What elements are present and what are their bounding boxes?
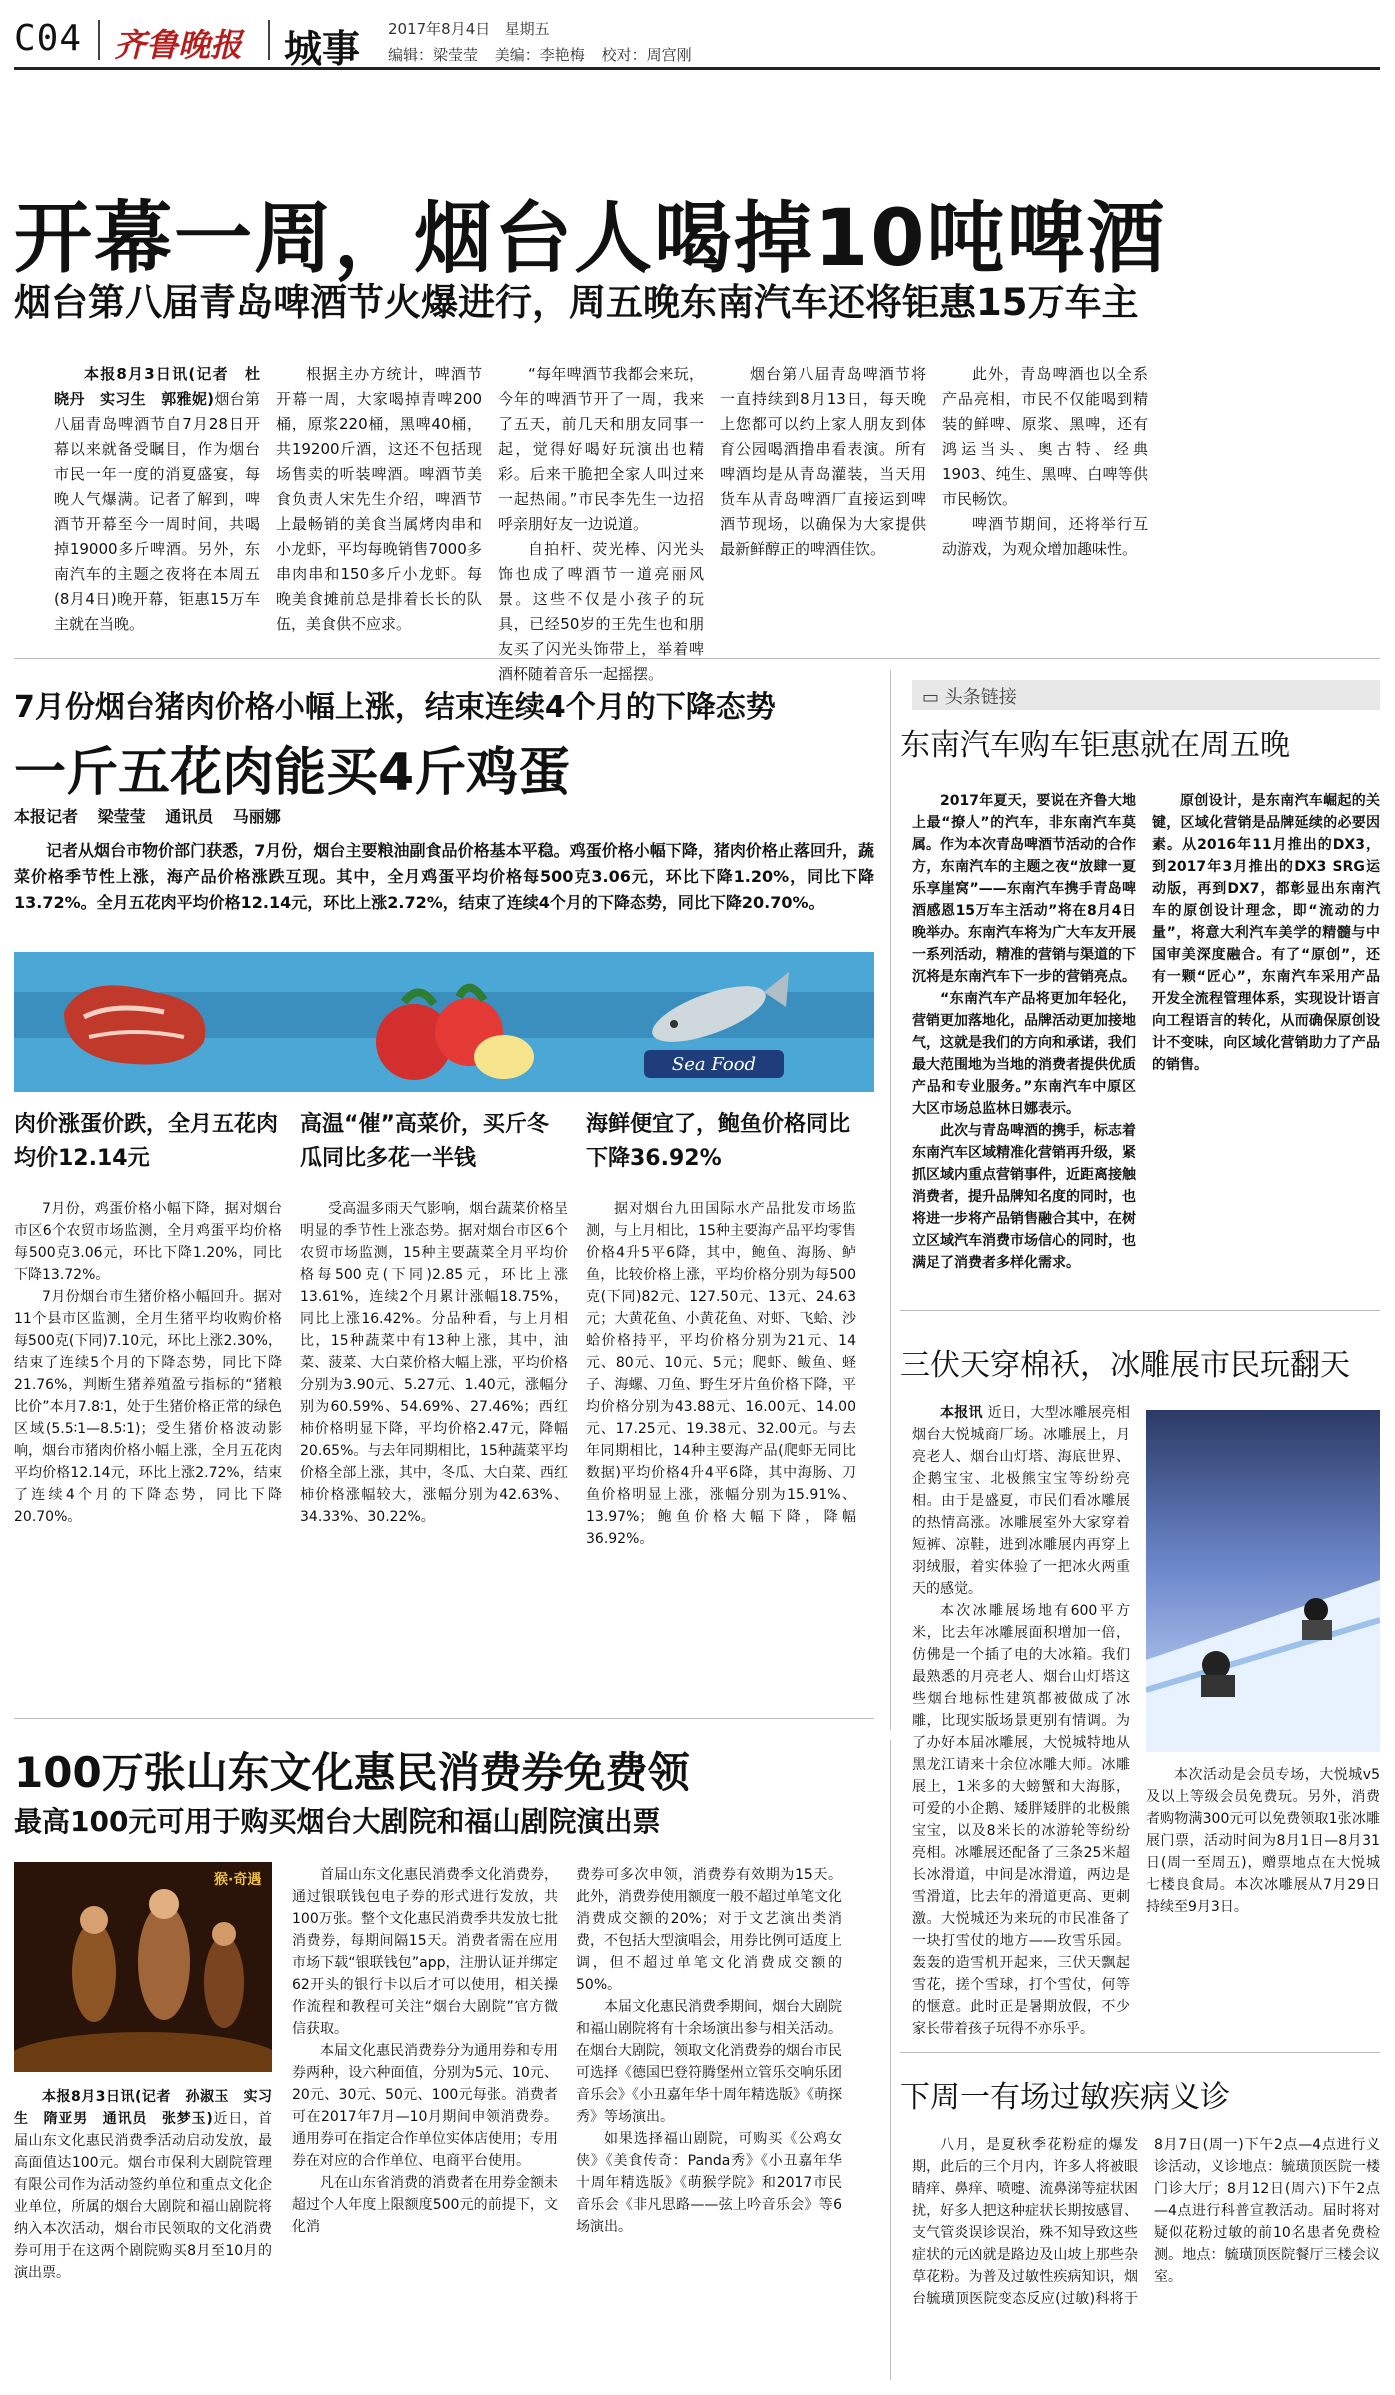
lead-col2-text: 根据主办方统计，啤酒节开幕一周，大家喝掉青啤200桶，原浆220桶，黑啤40桶，共19200斤酒，这还不包括现场售卖的听装啤酒。啤酒节美食负责人宋先生介绍，啤酒节上最畅销的美食当属烤肉串和小龙虾，平均每晚销售7000多串肉串和150多斤小龙虾。每晚美食摊前总是排着长长的队伍，美食供不应求。: [276, 365, 482, 633]
allergy-headline: 下周一有场过敏疾病义诊: [900, 2080, 1230, 2115]
coupon-headline: 100万张山东文化惠民消费券免费领: [14, 1748, 690, 1797]
coupon-column-2: [292, 1864, 558, 2238]
ice-text-2: 本次冰雕展场地有600平方米，比去年冰雕展面积增加一倍，仿佛是一个插了电的大冰箱。我们最熟悉的月亮老人、烟台山灯塔这些烟台地标性建筑都被做成了冰雕，比现实版场景更别有情调。为了办好本届冰雕展，大悦城特地从黑龙江请来十余位冰雕大师。冰雕展上，1米多的大螃蟹和大海豚，可爱的小企鹅、矮胖矮胖的北极熊宝宝，以及8米长的冰游轮等纷纷亮相。冰雕展还配备了三条25米超长冰滑道，中间是冰滑道，两边是雪滑道，比去年的滑道更高、更刺激。大悦城还为来玩的市民准备了一块打雪仗的地方——玫雪乐园。轰轰的造雪机开起来，三伏天飘起雪花，搓个雪球，打个雪仗，何等的惬意。此时正是暑期放假，不少家长带着孩子玩得不亦乐乎。: [912, 1603, 1130, 2037]
food-banner: [14, 952, 874, 1092]
allergy-text: 八月，是夏秋季花粉症的爆发期，此后的三个月内，许多人将被眼睛痒、鼻痒、喷嚏、流鼻涕等症状困扰，好多人把这种症状长期按感冒、支气管炎误诊误治，殊不知导致这些症状的元凶就是路边及山坡上那些杂草花粉。为普及过敏性疾病知识，烟台毓璜顶医院变态反应(过敏)科将于8月7日(周一)下午2点—4点进行义诊活动，义诊地点：毓璜顶医院一楼门诊大厅；8月12日(周六)下午2点—4点进行科普宣教活动。届时将对疑似花粉过敏的前10名患者免费检测。地点：毓璜顶医院餐厅三楼会议室。: [912, 2137, 1380, 2307]
lead-column-3: [498, 362, 704, 687]
editor: 编辑：梁莹莹: [388, 46, 479, 64]
ice-text-1: 近日，大型冰雕展亮相烟台大悦城商厂场。冰雕展上，月亮老人、烟台山灯塔、海底世界、企鹅宝宝、北极熊宝宝等纷纷亮相。由于是盛夏，市民们看冰雕展的热情高涨。冰雕展室外大家穿着短裤、凉鞋，进到冰雕展内再穿上羽绒服，着实体验了一把冰火两重天的感觉。: [912, 1405, 1131, 1597]
issue-date-line: [388, 18, 550, 39]
rule: [14, 1718, 874, 1719]
section-name: 城事: [284, 27, 361, 71]
page-code: C04: [14, 18, 83, 59]
column-rule: [890, 670, 891, 1730]
coupon-col1-text: 近日，首届山东文化惠民消费季活动启动发放，最高面值达100元。烟台市保利大剧院管理有限公司作为活动签约单位和重点文化企业单位，所属的烟台大剧院和福山剧院将纳入本次活动，烟台市民领取的文化消费券可用于在这两个剧院购买8月至10月的演出票。: [14, 2111, 272, 2281]
sidebar-col1-text: 2017年夏天，要说在齐鲁大地上最“撩人”的汽车，非东南汽车莫属。作为本次青岛啤酒节活动的合作方，东南汽车的主题之夜“放肆一夏 乐享崖窝”——东南汽车携手青岛啤酒感恩15万车主活动”将在8月4日晚举办。东南汽车将为广大车友开展一系列活动，精准的营销与渠道的下沉将是东南汽车下一步的营销亮点。: [912, 793, 1150, 985]
pork-s3-text: 据对烟台九田国际水产品批发市场监测，与上月相比，15种主要海产品平均零售价格4升5平6降，其中，鲍鱼、海肠、鲈鱼，比较价格上涨，平均价格分别为每500克(下同)82元、127.50元、13元、24.63元；大黄花鱼、小黄花鱼、对虾、飞蛤、沙蛤价格持平，平均价格分别为21元、14元、80元、10元、5元；爬虾、鲅鱼、蛏子、海螺、刀鱼、野生牙片鱼价格下降，平均价格分别为43.88元、16.00元、14.00元、17.25元、19.38元、32.00元。与去年同期相比，14种主要海产品(爬虾无同比数据)平均价格4升4平6降，其中海肠、刀鱼价格明显上涨，涨幅分别为15.91%、13.97%；鲍鱼价格大幅下降，降幅36.92%。: [586, 1201, 856, 1547]
sidebar-tag-label: 头条链接: [944, 687, 1017, 708]
pork-headline: 一斤五花肉能买4斤鸡蛋: [14, 743, 571, 803]
pork-byline: [14, 804, 295, 827]
byline-correspondent: 马丽娜: [232, 807, 281, 826]
divider: [98, 20, 100, 60]
pork-subhead-2: 高温“催”高菜价，买斤冬瓜同比多花一半钱: [300, 1112, 549, 1171]
coupon-col3b-text: 本届文化惠民消费季期间，烟台大剧院和福山剧院将有十余场演出参与相关活动。在烟台大剧院，领取文化消费券的烟台市民可选择《德国巴登符腾堡州立管乐交响乐团音乐会》《小丑嘉年华十周年精选版》《萌探秀》等场演出。: [576, 1999, 842, 2125]
ice-dateline: 本报讯: [940, 1405, 983, 1421]
byline-label: 通讯员: [165, 807, 214, 826]
pork-subhead-1: 肉价涨蛋价跌，全月五花肉均价12.14元: [14, 1112, 279, 1171]
stage-performers-illustration: [14, 1862, 272, 2072]
pork-intro: 记者从烟台市物价部门获悉，7月份，烟台主要粮油副食品价格基本平稳。鸡蛋价格小幅下降，猪肉价格止落回升，蔬菜价格季节性上涨，海产品价格涨跌互现。其中，全月鸡蛋平均价格每500克3.06元，环比下降1.20%，同比下降13.72%。全月五花肉平均价格12.14元，环比上涨2.72%，结束了连续4个月的下降态势，同比下降20.70%。: [14, 841, 874, 912]
coupon-dateline: 本报8月3日讯(记者 孙淑玉 实习生 隋亚男 通讯员 张梦玉): [14, 2089, 272, 2127]
sidebar-headline: 东南汽车购车钜惠就在周五晚: [900, 728, 1290, 763]
issue-date: 2017年8月4日: [388, 20, 491, 38]
pork-section-3: [586, 1198, 856, 1550]
lead-column-4: [720, 362, 926, 562]
lead-column-5: [942, 362, 1148, 562]
page-header: [14, 14, 1380, 70]
coupon-column-3: [576, 1864, 842, 2238]
pork-s1-text2: 7月份烟台市生猪价格小幅回升。据对11个县市区监测，全月生猪平均收购价格每500克(下同)7.10元，环比上涨2.30%，结束了连续5个月的下降态势，同比下降21.76%，判断生猪养殖盈亏指标的“猪粮比价”本月7.8∶1，处于生猪价格正常的绿色区域(5.5∶1—8.5∶1)；受生猪价格波动影响，烟台市猪肉价格小幅上涨，全月五花肉平均价格12.14元，环比上涨2.72%，结束了连续4个月的下降态势，同比下降20.70%。: [14, 1289, 282, 1525]
lead-col4-text: 烟台第八届青岛啤酒节将一直持续到8月13日，每天晚上您都可以约上家人朋友到体育公园喝酒撸串看表演。所有啤酒均是从青岛灌装，当天用货车从青岛啤酒厂直接运到啤酒节现场，以确保为大家提供最新鲜醇正的啤酒佳饮。: [720, 365, 926, 558]
coupon-col2b-text: 本届文化惠民消费券分为通用券和专用券两种，设六种面值，分别为5元、10元、20元、30元、50元、100元每张。消费者可在2017年7月—10月期间申领消费券。通用券可在指定合作单位实体店使用；专用券在对应的合作单位、电商平台使用。: [292, 2043, 558, 2169]
column-rule: [890, 1740, 891, 2380]
lead-column-2: [276, 362, 482, 637]
sidebar-col1c-text: 此次与青岛啤酒的携手，标志着东南汽车区域精准化营销再升级，紧抓区域内重点营销事件，近距离接触消费者，提升品牌知名度的同时，也将进一步将产品销售融合其中，在树立区域汽车消费市场信心的同时，也满足了消费者多样化需求。: [912, 1123, 1136, 1271]
pork-subhead-3: 海鲜便宜了，鲍鱼价格同比下降36.92%: [586, 1112, 851, 1171]
lead-col3-text: “每年啤酒节我都会来玩，今年的啤酒节开了一周，我来了五天，前几天和朋友同事一起，觉得好喝好玩演出也精彩。后来干脆把全家人叫过来一起热闹。”市民李先生一边招呼亲朋好友一边说道。: [498, 365, 704, 533]
coupon-col3-text: 费券可多次申领，消费券有效期为15天。此外，消费券使用额度一般不超过单笔文化消费成交额的20%；对于文艺演出类消费，不包括大型演唱会，用券比例可适度上调，但不超过单笔文化消费成交额的50%。: [576, 1867, 842, 1993]
meat-icon: [44, 952, 234, 1092]
byline-label: 本报记者: [14, 807, 79, 826]
rule: [900, 2052, 1380, 2053]
seafood-icon: [614, 952, 814, 1092]
issue-weekday: 星期五: [504, 20, 550, 38]
divider: [268, 20, 270, 60]
ice-text-3: 本次活动是会员专场，大悦城v5及以上等级会员免费玩。另外，消费者购物满300元可以免费领取1张冰雕展门票，活动时间为8月1日—8月31日(周一至周五)，赠票地点在大悦城七楼良食局。本次冰雕展从7月29日持续至9月3日。: [1146, 1767, 1380, 1915]
coupon-col2-text: 首届山东文化惠民消费季文化消费券，通过银联钱包电子券的形式进行发放，共100万张。整个文化惠民消费季共发放七批消费券，每期间隔15天。消费者需在应用市场下载“银联钱包”app，注册认证并绑定62开头的银行卡以后才可以使用，相关操作流程和教程可关注“烟台大剧院”官方微信获取。: [292, 1867, 558, 2037]
lead-col3b-text: 自拍杆、荧光棒、闪光头饰也成了啤酒节一道亮丽风景。这些不仅是小孩子的玩具，已经50岁的王先生也和朋友买了闪光头饰带上，举着啤酒杯随着音乐一起摇摆。: [498, 540, 704, 683]
vegetables-icon: [344, 952, 544, 1092]
sidebar-column-2: [1152, 790, 1380, 1076]
sidebar-col2-text: 原创设计，是东南汽车崛起的关键，区域化营销是品牌延续的必要因素。从2016年11月推出的DX3，到2017年3月推出的DX3 SRG运动版，再到DX7，都彰显出东南汽车的原创设计理念，即“流动的力量”，将意大利汽车美学的精髓与中国审美深度融合。有了“原创”，还有一颗“匠心”，东南汽车采用产品开发全流程管理体系，实现设计语言向工程语言的转化，从而确保原创设计不变味，向区域化营销助力了产品的销售。: [1152, 793, 1380, 1073]
ice-slide-illustration: [1146, 1410, 1380, 1752]
coupon-col3c-text: 如果选择福山剧院，可购买《公鸡女侠》《美食传奇：Panda秀》《小丑嘉年华十周年精选版》《萌猴学院》和2017市民音乐会《非凡思路——弦上吟音乐会》等6场演出。: [576, 2131, 842, 2235]
stage-photo: [14, 1862, 272, 2072]
pork-section-1: [14, 1198, 282, 1528]
pork-s1-text: 7月份，鸡蛋价格小幅下降，据对烟台市区6个农贸市场监测，全月鸡蛋平均价格每500克3.06元，环比下降1.20%，同比下降13.72%。: [14, 1201, 282, 1283]
allergy-body: [912, 2134, 1380, 2310]
paper-logo: 齐鲁晚报: [114, 26, 243, 64]
rule: [14, 658, 1380, 659]
sidebar-tag: ▭ 头条链接: [912, 680, 1380, 710]
sidebar-column-1: [912, 790, 1150, 1274]
proofreader: 校对：周宫刚: [601, 46, 692, 64]
coupon-column-1: [14, 2086, 272, 2284]
coupon-subheadline: 最高100元可用于购买烟台大剧院和福山剧院演出票: [14, 1805, 661, 1838]
byline-reporter: 梁莹莹: [97, 807, 146, 826]
ice-column-2: [1146, 1764, 1380, 1918]
sidebar-col1b-text: “东南汽车产品将更加年轻化，营销更加落地化，品牌活动更加接地气，这就是我们的方向和承诺，我们最大范围地为当地的消费者提供优质产品和专业服务。”东南汽车中原区大区市场总监林日娜表示。: [912, 991, 1136, 1117]
pork-kicker: 7月份烟台猪肉价格小幅上涨，结束连续4个月的下降态势: [14, 690, 776, 725]
ice-headline: 三伏天穿棉袄，冰雕展市民玩翻天: [900, 1348, 1350, 1383]
lead-col5b-text: 啤酒节期间，还将举行互动游戏，为观众增加趣味性。: [942, 515, 1148, 558]
ice-photo: [1146, 1410, 1380, 1752]
banner-text: Sea Food: [671, 1054, 757, 1075]
rule: [900, 1310, 1380, 1311]
lead-col1-text: 烟台第八届青岛啤酒节自7月28日开幕以来就备受瞩目，作为烟台市民一年一度的消夏盛宴，每晚人气爆满。记者了解到，啤酒节开幕至今一周时间，共喝掉19000多斤啤酒。另外，东南汽车的主题之夜将在本周五(8月4日)晚开幕，钜惠15万车主就在当晚。: [54, 390, 260, 633]
lead-dateline: 本报8月3日讯(记者 杜晓丹 实习生 郭雅妮): [54, 365, 260, 408]
lead-subheadline: 烟台第八届青岛啤酒节火爆进行，周五晚东南汽车还将钜惠15万车主: [14, 281, 1139, 324]
staff-line: [388, 44, 704, 65]
pork-s2-text: 受高温多雨天气影响，烟台蔬菜价格呈明显的季节性上涨态势。据对烟台市区6个农贸市场监测，15种主要蔬菜全月平均价格每500克(下同)2.85元，环比上涨13.61%，连续2个月累计涨幅18.75%，同比上涨16.42%。分品种看，与上月相比，15种蔬菜中有13种上涨，其中，油菜、菠菜、大白菜价格大幅上涨，平均价格分别为3.90元、5.27元、1.40元，涨幅分别为60.59%、54.69%、27.46%；西红柿价格明显下降，平均价格2.47元，降幅20.65%。与去年同期相比，15种蔬菜平均价格全部上涨，其中，冬瓜、大白菜、西红柿价格涨幅较大，涨幅分别为42.63%、34.33%、30.22%。: [300, 1201, 568, 1525]
designer: 美编：李艳梅: [494, 46, 585, 64]
lead-column-1: [54, 362, 260, 637]
poster-text: 猴·奇遇: [214, 1872, 262, 1888]
lead-col5-text: 此外，青岛啤酒也以全系产品亮相，市民不仅能喝到精装的鲜啤、原浆、黑啤，还有鸿运当头、奥古特、经典1903、纯生、黑啤、白啤等供市民畅饮。: [942, 365, 1148, 508]
ice-column-1: [912, 1402, 1130, 2040]
pork-section-2: [300, 1198, 568, 1528]
lead-headline: 开幕一周，烟台人喝掉10吨啤酒: [14, 194, 1167, 284]
coupon-col2c-text: 凡在山东省消费的消费者在用券金额未超过个人年度上限额度500元的前提下，文化消: [292, 2175, 558, 2235]
